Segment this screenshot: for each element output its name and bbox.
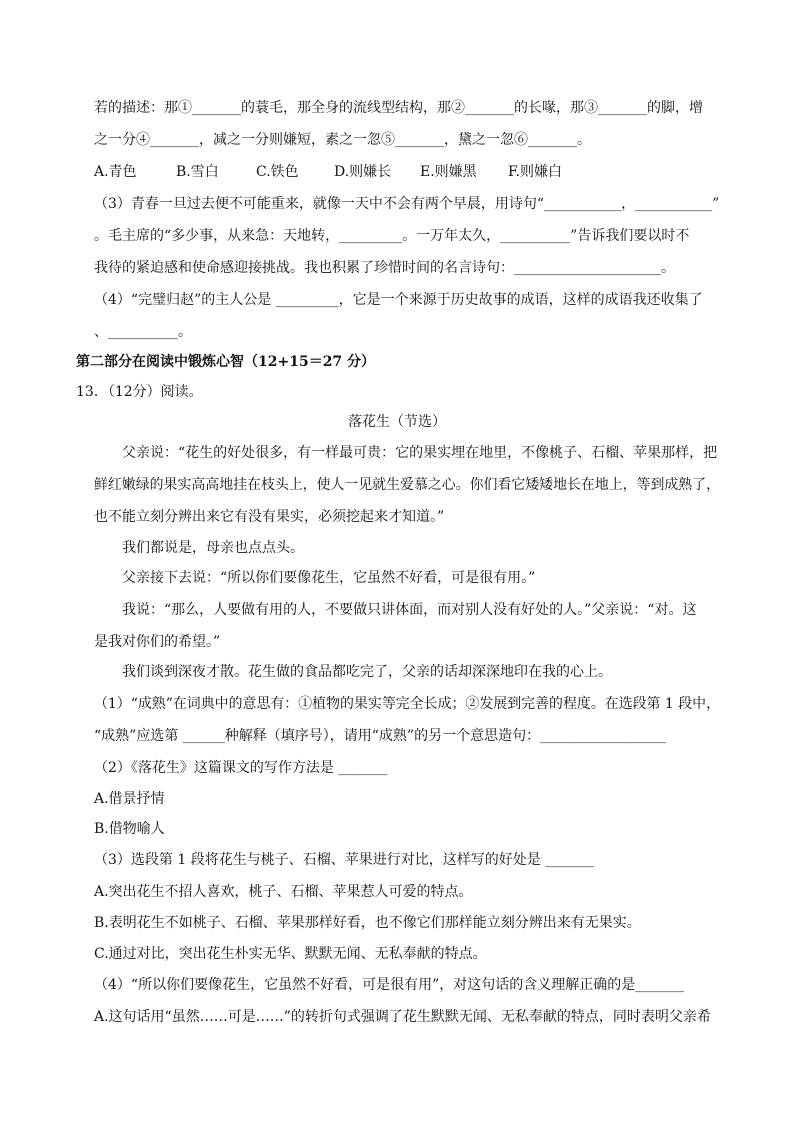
q12-line-1: 若的描述：那①_______的蓑毛，那全身的流线型结构，那②_______的长喙，那③_______的脚，增 [94, 100, 703, 116]
passage-p2: 我们都说是，母亲也点点头。 [122, 540, 304, 556]
passage-p5: 我们谈到深夜才散。花生做的食品都吃完了，父亲的话却深深地印在我的心上。 [122, 664, 612, 680]
passage-p4-line-1: 我说：“那么，人要做有用的人，不要做只讲体面，而对别人没有好处的人。”父亲说：“对。这 [122, 602, 697, 618]
q13-sub3-option-b: B.表明花生不如桃子、石榴、苹果那样好看，也不像它们那样能立刻分辨出来有无果实。 [94, 915, 641, 931]
q12-sub3-line-3: 我待的紧迫感和使命感迎接挑战。我也积累了珍惜时间的名言诗句：_____________________。 [94, 260, 675, 276]
q13-sub4-option-a: A.这句话用“虽然……可是……”的转折句式强调了花生默默无闻、无私奉献的特点，同时表明父亲希 [94, 1009, 711, 1025]
passage-title: 落花生（节选） [348, 414, 446, 430]
q13-sub3-option-a: A.突出花生不招人喜欢，桃子、石榴、苹果惹人可爱的特点。 [94, 884, 473, 900]
part2-heading: 第二部分在阅读中锻炼心智（12+15＝27 分） [76, 354, 376, 370]
option-e: E.则嫌黑 [420, 164, 477, 180]
q12-options [94, 162, 562, 182]
q13-sub2: （2）《落花生》这篇课文的写作方法是 _______ [94, 760, 388, 776]
q13-sub2-option-a: A.借景抒情 [94, 791, 165, 807]
q13-sub2-option-b: B.借物喻人 [94, 821, 165, 837]
option-c: C.铁色 [256, 164, 299, 180]
q13-sub1-line-2: “成熟”应选第 ______种解释（填序号），请用“成熟”的另一个意思造句：__________________ [94, 728, 667, 744]
passage-p1-line-1: 父亲说：“花生的好处很多，有一样最可贵：它的果实埋在地里，不像桃子、石榴、苹果那样，把 [122, 445, 718, 461]
passage-p4-line-2: 是我对你们的希望。” [94, 634, 221, 650]
q13-sub1-line-1: （1）“成熟”在词典中的意思有：①植物的果实等完全长成；②发展到完善的程度。在选段第 1 段中， [94, 696, 721, 712]
passage-p1-line-2: 鲜红嫩绿的果实高高地挂在枝头上，使人一见就生爱慕之心。你们看它矮矮地长在地上，等到成熟了， [94, 477, 721, 493]
option-f: F.则嫌白 [508, 164, 562, 180]
q13-sub4: （4）“所以你们要像花生，它虽然不好看，可是很有用”，对这句话的含义理解正确的是_______ [94, 977, 685, 993]
passage-p3: 父亲接下去说：“所以你们要像花生，它虽然不好看，可是很有用。” [122, 570, 536, 586]
q13-label: 13．（12分）阅读。 [76, 384, 203, 400]
passage-p1-line-3: 也不能立刻分辨出来它有没有果实，必须挖起来才知道。” [94, 509, 445, 525]
q13-sub3-option-c: C.通过对比，突出花生朴实无华、默默无闻、无私奉献的特点。 [94, 946, 487, 962]
q12-sub4-line-2: 、__________。 [94, 324, 192, 340]
q13-sub3: （3）选段第 1 段将花生与桃子、石榴、苹果进行对比，这样写的好处是 _______ [94, 852, 595, 868]
q12-sub3-line-2: 。毛主席的“多少事，从来急：天地转，_________。一万年太久，__________”告诉我们要以时不 [94, 228, 690, 244]
option-a: A.青色 [94, 164, 137, 180]
q12-sub4-line-1: （4）“完璧归赵”的主人公是 _________，它是一个来源于历史故事的成语，这样的成语我还收集了 [94, 292, 703, 308]
q12-line-2: 之一分④_______，减之一分则嫌短，素之一忽⑤_______，黛之一忽⑥_______。 [94, 132, 591, 148]
q12-sub3-line-1: （3）青春一旦过去便不可能重来，就像一天中不会有两个早晨，用诗句“___________，___________” [94, 196, 720, 212]
option-b: B.雪白 [176, 164, 219, 180]
option-d: D.则嫌长 [334, 164, 392, 180]
